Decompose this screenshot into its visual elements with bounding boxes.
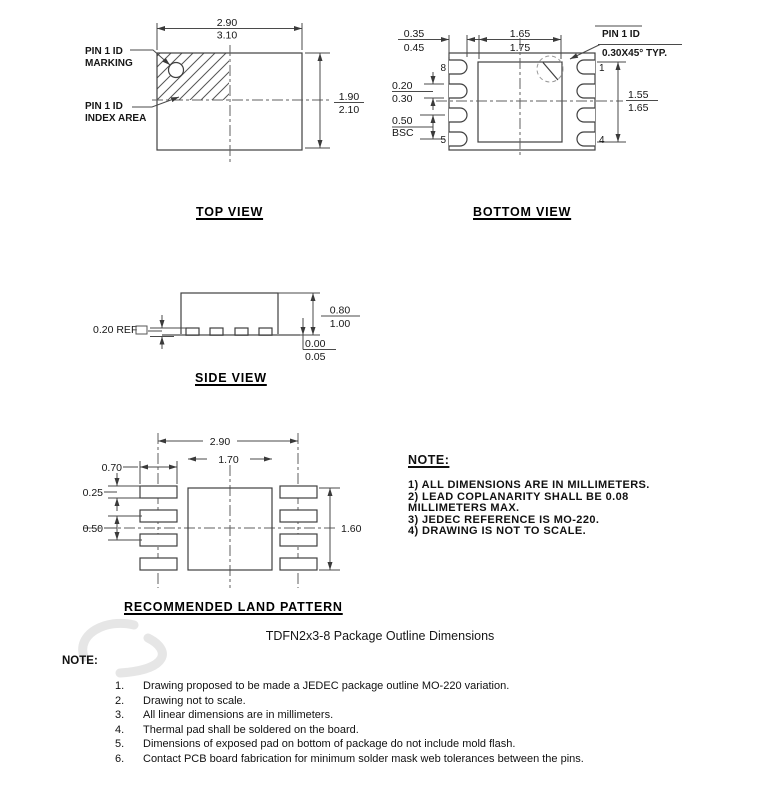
footer-note-text: Thermal pad shall be soldered on the board. xyxy=(143,723,359,736)
dim-pad-height xyxy=(597,62,658,142)
footer-note-text: All linear dimensions are in millimeters. xyxy=(143,709,334,721)
dim-pitch-value: 0.50 xyxy=(392,115,413,127)
dim-lead-thickness-value: 0.20 REF xyxy=(93,324,138,336)
dim-lead-length-min: 0.20 xyxy=(392,80,413,92)
note-line-2: 2) LEAD COPLANARITY SHALL BE 0.08 xyxy=(408,490,629,503)
footer-note-item xyxy=(115,737,584,752)
land-pad xyxy=(140,486,177,498)
dim-lead-width-max: 0.45 xyxy=(403,42,425,54)
dim-pad-height-max: 1.65 xyxy=(628,102,649,114)
side-view-title: SIDE VIEW xyxy=(195,371,267,385)
pin1-id-callout xyxy=(570,26,682,59)
land-pad xyxy=(140,534,177,546)
pin1-index-label-line1: PIN 1 ID xyxy=(85,101,123,112)
top-view-drawing xyxy=(60,10,370,202)
dim-lead-length xyxy=(392,72,444,110)
footer-note-number: 6. xyxy=(115,752,125,765)
dim-width-max: 3.10 xyxy=(216,29,238,42)
bottom-view-drawing xyxy=(390,10,725,202)
pin-8 xyxy=(449,60,467,74)
note-box xyxy=(408,453,708,538)
dim-center-pad-height-value: 1.60 xyxy=(341,523,362,535)
dim-body-height-max: 1.00 xyxy=(329,318,351,330)
pin1-chamfer xyxy=(543,63,558,81)
pin1-marking-label-line1: PIN 1 ID xyxy=(85,46,123,57)
footer-note-text: Drawing not to scale. xyxy=(143,694,246,707)
footer-note-item xyxy=(115,694,584,709)
dim-standoff-max: 0.05 xyxy=(305,351,326,363)
pins-left xyxy=(449,60,467,146)
pins-right xyxy=(577,60,595,146)
land-pad xyxy=(140,510,177,522)
dim-center-pad-height xyxy=(319,488,362,570)
pin1-index-hatch xyxy=(157,53,229,100)
dim-height-min: 1.90 xyxy=(338,91,360,103)
side-view-drawing xyxy=(90,280,410,385)
dim-pad-width-min: 1.65 xyxy=(509,28,531,40)
footer-note-text: Contact PCB board fabrication for minimum solder mask web tolerances between the pins. xyxy=(143,752,584,765)
footer-note-heading: NOTE: xyxy=(62,655,98,667)
dim-pad-length xyxy=(102,461,177,484)
dim-pad-length-value: 0.70 xyxy=(101,462,122,474)
dim-pitch-qualifier: BSC xyxy=(392,127,414,139)
dim-pitch xyxy=(392,115,445,139)
pin-1 xyxy=(577,60,595,74)
land-pattern-drawing xyxy=(60,425,395,605)
pin-number-8: 8 xyxy=(440,63,446,74)
pin-2 xyxy=(577,84,595,98)
dim-center-pad-width xyxy=(188,454,272,466)
footer-note-number: 5. xyxy=(115,738,125,750)
footer-note-item xyxy=(115,708,584,723)
dim-pad-width-value: 0.25 xyxy=(82,487,103,499)
lead-3 xyxy=(235,328,248,335)
top-view-title: TOP VIEW xyxy=(196,205,264,219)
dim-standoff-min: 0.00 xyxy=(305,338,326,350)
footer-note-item xyxy=(115,679,584,694)
dim-center-pad-width-value: 1.70 xyxy=(218,454,239,466)
land-pad xyxy=(280,534,317,546)
pin-3 xyxy=(577,108,595,122)
lead-1 xyxy=(186,328,199,335)
footer-note-text: Drawing proposed to be made a JEDEC package outline MO-220 variation. xyxy=(143,680,510,692)
pin-5 xyxy=(449,132,467,146)
footer-note-item xyxy=(115,723,584,738)
note-line-3: 3) JEDEC REFERENCE IS MO-220. xyxy=(408,513,600,526)
note-box-heading: NOTE: xyxy=(408,453,450,467)
leads-side xyxy=(186,328,272,335)
pin-number-1: 1 xyxy=(599,63,605,74)
footer-note-number: 4. xyxy=(115,723,125,736)
footer-note-number: 3. xyxy=(115,709,125,721)
dim-overall-width-value: 2.90 xyxy=(209,436,231,448)
lead-2 xyxy=(210,328,223,335)
footer-note-item xyxy=(115,752,584,767)
note-line-4: 4) DRAWING IS NOT TO SCALE. xyxy=(408,525,587,537)
pin-number-4: 4 xyxy=(599,135,605,146)
dim-height-max: 2.10 xyxy=(338,104,360,116)
land-pad xyxy=(280,486,317,498)
dim-width-min: 2.90 xyxy=(216,17,238,29)
pin1-id-label-line2: 0.30X45° TYP. xyxy=(602,48,667,59)
pin-6 xyxy=(449,108,467,122)
land-pad xyxy=(280,558,317,570)
footer-note-number: 1. xyxy=(115,680,125,692)
dim-lead-width-min: 0.35 xyxy=(403,28,425,40)
land-pad xyxy=(280,510,317,522)
bottom-view-title: BOTTOM VIEW xyxy=(473,205,572,219)
note-box-lines xyxy=(408,480,708,538)
lead-4 xyxy=(259,328,272,335)
pin-4 xyxy=(577,132,595,146)
dim-body-height xyxy=(278,293,360,335)
note-line-1: 1) ALL DIMENSIONS ARE IN MILLIMETERS. xyxy=(408,479,650,491)
pin-number-5: 5 xyxy=(440,135,446,146)
figure-caption: TDFN2x3-8 Package Outline Dimensions xyxy=(265,629,495,643)
pin1-marking-label-line2: MARKING xyxy=(85,58,133,69)
dim-pad-height-min: 1.55 xyxy=(628,89,649,101)
dim-lead-thickness xyxy=(93,315,186,349)
footer-note-text: Dimensions of exposed pad on bottom of package do not include mold flash. xyxy=(143,738,516,750)
pin1-index-callout xyxy=(85,97,179,124)
note-line-2b: MILLIMETERS MAX. xyxy=(408,502,520,514)
dim-body-height-min: 0.80 xyxy=(329,304,351,317)
dim-pitch-value: 0.50 xyxy=(82,523,103,535)
dim-overall-width xyxy=(158,436,298,448)
pin1-marking-circle xyxy=(169,63,184,78)
pin-7 xyxy=(449,84,467,98)
dim-pad-width xyxy=(83,473,142,511)
footer-note-number: 2. xyxy=(115,694,125,707)
pin1-id-label-line1: PIN 1 ID xyxy=(602,29,640,40)
dim-lead-length-max: 0.30 xyxy=(392,93,413,105)
datum-box xyxy=(136,326,147,334)
dim-pad-width-max: 1.75 xyxy=(509,42,531,54)
pin1-index-label-line2: INDEX AREA xyxy=(85,113,147,124)
land-pattern-title: RECOMMENDED LAND PATTERN xyxy=(124,600,343,614)
land-pad xyxy=(140,558,177,570)
footer-note-list xyxy=(115,679,584,766)
watermark-stroke-bottom xyxy=(120,638,162,673)
pin1-chamfer-circle xyxy=(537,56,563,82)
